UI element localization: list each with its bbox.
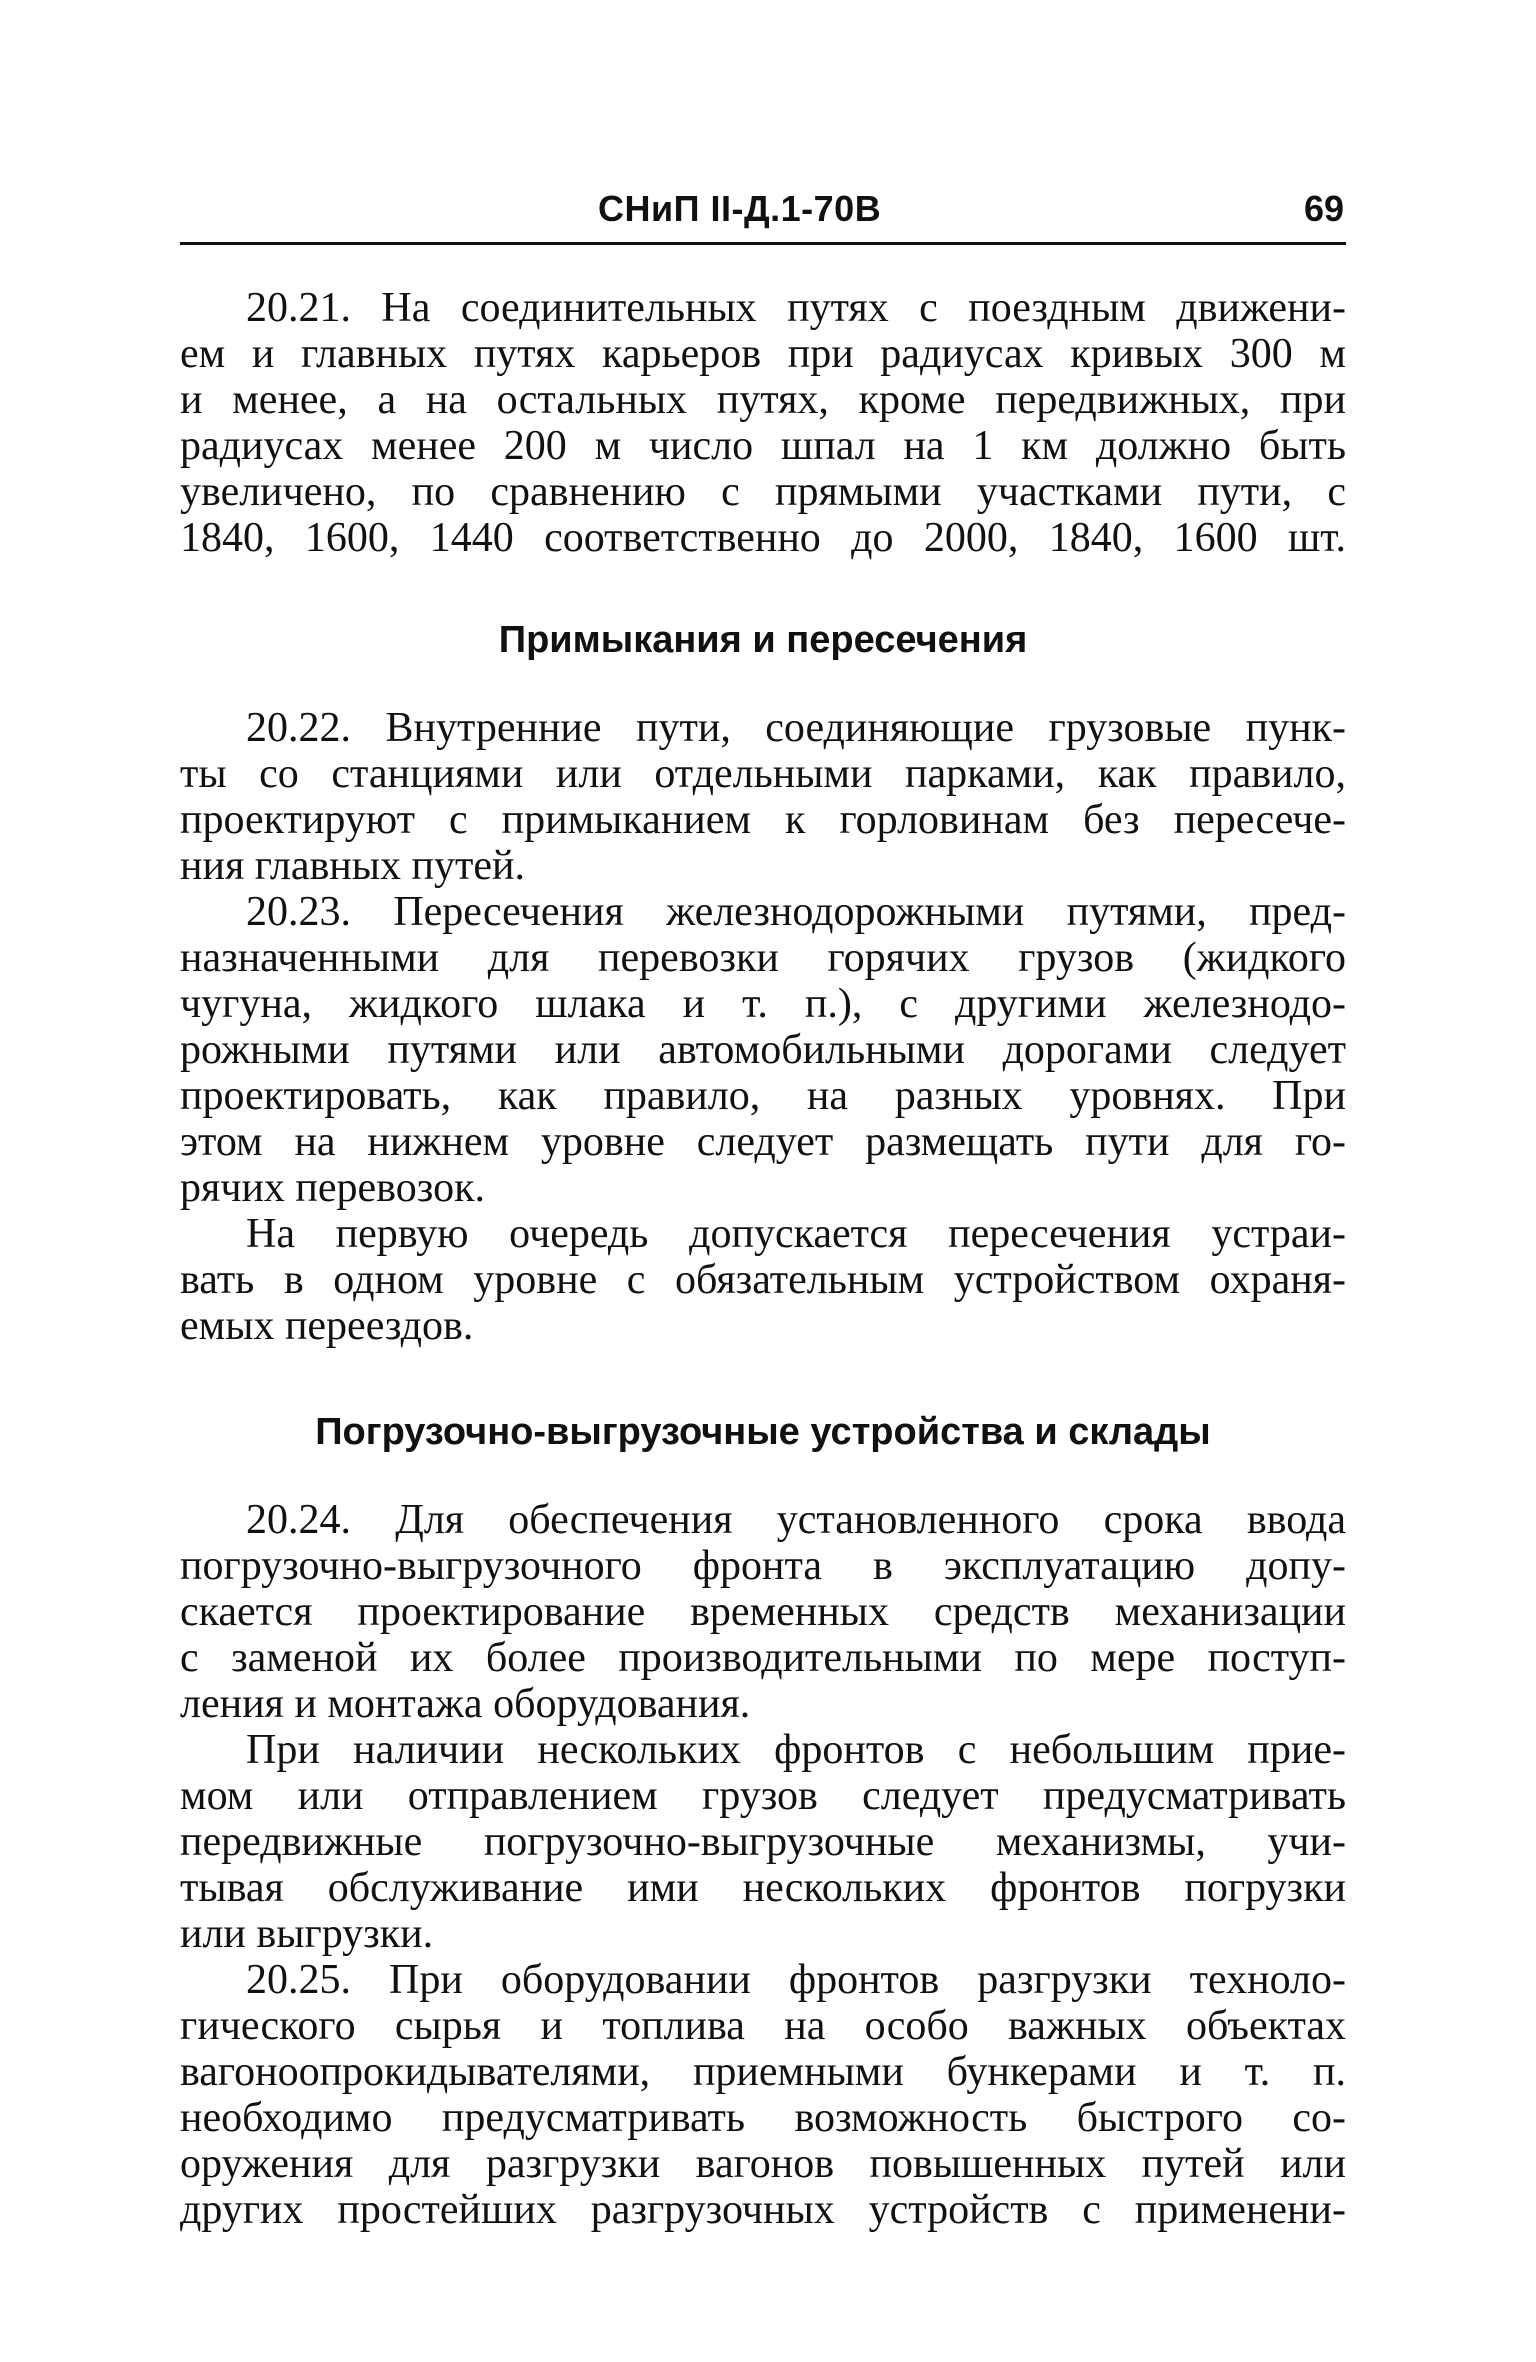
text-line: увеличено, по сравнению с прямыми участками пути, с: [180, 469, 1346, 515]
text-line: 20.21. На соединительных путях с поездным движени-: [246, 285, 1346, 331]
paragraph-20-23: [180, 889, 1346, 1211]
text-line: назначенными для перевозки горячих грузов (жидкого: [180, 935, 1346, 981]
text-line: проектируют с примыканием к горловинам без пересече-: [180, 797, 1346, 843]
text-line: тывая обслуживание ими нескольких фронтов погрузки: [180, 1865, 1346, 1911]
text-line: 20.25. При оборудовании фронтов разгрузки техноло-: [246, 1957, 1346, 2003]
text-line: проектировать, как правило, на разных уровнях. При: [180, 1073, 1346, 1119]
text-line: оружения для разгрузки вагонов повышенных путей или: [180, 2141, 1346, 2187]
text-line: мом или отправлением грузов следует предусматривать: [180, 1773, 1346, 1819]
paragraph-20-25: [180, 1957, 1346, 2233]
text-line: 1840, 1600, 1440 соответственно до 2000, 1840, 1600 шт.: [180, 515, 1346, 561]
text-line: или выгрузки.: [180, 1911, 434, 1957]
text-line: 20.23. Пересечения железнодорожными путями, пред-: [246, 889, 1346, 935]
document-code: СНиП II-Д.1-70В: [598, 188, 882, 229]
text-line: На первую очередь допускается пересечения устраи-: [246, 1211, 1346, 1257]
text-line: радиусах менее 200 м число шпал на 1 км должно быть: [180, 423, 1346, 469]
text-line: и менее, а на остальных путях, кроме передвижных, при: [180, 377, 1346, 423]
document-page: [180, 180, 1346, 2233]
text-line: При наличии нескольких фронтов с небольшим прие-: [246, 1727, 1346, 1773]
paragraph-20-21: [180, 285, 1346, 561]
text-line: этом на нижнем уровне следует размещать пути для го-: [180, 1119, 1346, 1165]
text-line: с заменой их более производительными по мере поступ-: [180, 1635, 1346, 1681]
text-line: гического сырья и топлива на особо важных объектах: [180, 2003, 1346, 2049]
text-line: ния главных путей.: [180, 843, 525, 889]
page-number: 69: [1303, 188, 1344, 229]
text-line: емых переездов.: [180, 1303, 474, 1349]
text-line: ты со станциями или отдельными парками, как правило,: [180, 751, 1346, 797]
paragraph-20-24-continued: [180, 1727, 1346, 1957]
text-line: вать в одном уровне с обязательным устройством охраня-: [180, 1257, 1346, 1303]
text-line: ления и монтажа оборудования.: [180, 1681, 751, 1727]
text-line: передвижные погрузочно-выгрузочные механизмы, учи-: [180, 1819, 1346, 1865]
text-line: необходимо предусматривать возможность быстрого со-: [180, 2095, 1346, 2141]
page-header: [180, 180, 1346, 245]
text-line: чугуна, жидкого шлака и т. п.), с другими железнодо-: [180, 981, 1346, 1027]
text-line: ем и главных путях карьеров при радиусах кривых 300 м: [180, 331, 1346, 377]
text-line: скается проектирование временных средств механизации: [180, 1589, 1346, 1635]
text-line: вагоноопрокидывателями, приемными бункерами и т. п.: [180, 2049, 1346, 2095]
paragraph-20-22: [180, 705, 1346, 889]
text-line: 20.24. Для обеспечения установленного срока ввода: [246, 1497, 1346, 1543]
page-content: [180, 285, 1346, 2233]
paragraph-20-23-continued: [180, 1211, 1346, 1349]
text-line: рожными путями или автомобильными дорогами следует: [180, 1027, 1346, 1073]
text-line: 20.22. Внутренние пути, соединяющие грузовые пунк-: [246, 705, 1346, 751]
paragraph-20-24: [180, 1497, 1346, 1727]
section-heading-loading-devices: Погрузочно-выгрузочные устройства и склады: [315, 1411, 1211, 1453]
section-heading-junctions: Примыкания и пересечения: [498, 619, 1028, 661]
text-line: погрузочно-выгрузочного фронта в эксплуатацию допу-: [180, 1543, 1346, 1589]
text-line: других простейших разгрузочных устройств с применени-: [180, 2187, 1346, 2233]
text-line: рячих перевозок.: [180, 1165, 485, 1211]
